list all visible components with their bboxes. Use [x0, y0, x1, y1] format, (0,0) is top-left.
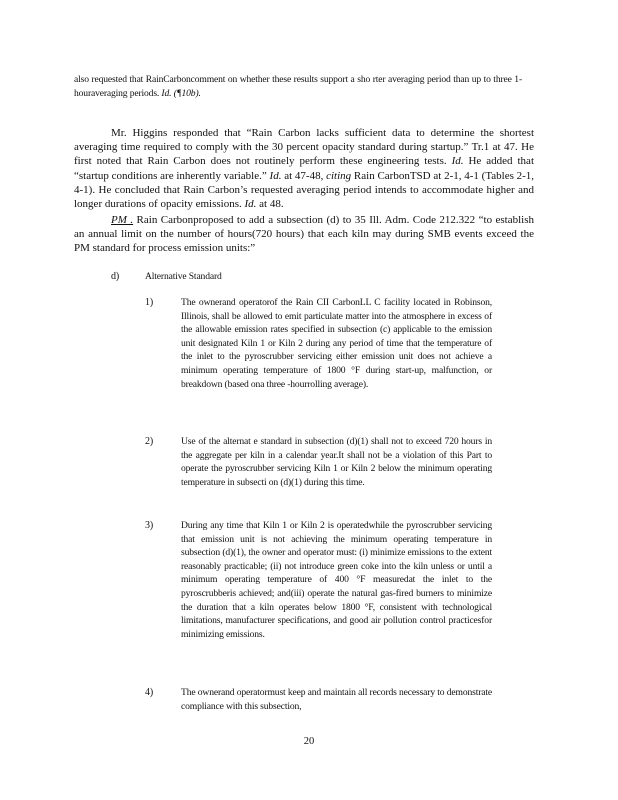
- paragraph-2-text-a: Mr. Higgins responded that “Rain Carbon lacks sufficient data to determine the shortest averaging time required to comply with the 30 percent opacity standard during startup.” Tr.1 at 47. He first noted that Rain Carbon does not routinely perform these engineering tests.: [74, 127, 534, 168]
- subsection-label: d): [111, 271, 120, 282]
- paragraph-2-id-1: Id.: [451, 155, 464, 168]
- paragraph-2-text-c: at 47-48,: [284, 169, 324, 182]
- item-text: Use of the alternat e standard in subsection (d)(1) shall not to exceed 720 hours in the aggregate per kiln in a calendar year.It shall not be a violation of this Part to operate the pyroscrubber servicing Kiln 1 or Kiln 2 below the minimum operating temperature in subsecti on (d)(1) during this time.: [181, 436, 492, 488]
- paragraph-1-citation: Id. (¶10b).: [161, 87, 201, 99]
- item-number: 2): [145, 436, 154, 447]
- paragraph-3-text: Rain Carbonproposed to add a subsection (d) to 35 Ill. Adm. Code 212.322 “to establish an annual limit on the number of hours(720 hours) that each kiln may during SMB events exceed the PM standard for process emission units:”: [74, 214, 535, 255]
- paragraph-2-text-b: He added that “startup conditions are inherently variable.”: [74, 155, 534, 182]
- paragraph-2-id-3: Id.: [244, 198, 257, 211]
- page-number: 20: [303, 736, 315, 747]
- paragraph-2-id-2: Id.: [269, 169, 282, 182]
- item-text: The ownerand operatormust keep and maintain all records necessary to demonstrate compliance with this subsection,: [181, 687, 492, 712]
- paragraph-2-citing: citing: [326, 169, 352, 182]
- paragraph-1-text: also requested that RainCarboncomment on whether these results support a sho rter averaging period than up to three 1-houraveraging periods.: [74, 74, 522, 99]
- paragraph-2-text-e: at 48.: [259, 198, 284, 211]
- item-text: The ownerand operatorof the Rain CII CarbonLL C facility located in Robinson, Illinois, shall be allowed to emit particulate matter into the atmosphere in excess of the allowable emission rates specified in subsection (c) applicable to the emission unit designated Kiln 1 or Kiln 2 during any period of time that the temperature of the inlet to the pyroscrubber servicing either emission unit does not achieve a minimum operating temperature of 1800 °F during start-up, malfunction, or breakdown (based ona three -hourrolling average).: [181, 297, 492, 390]
- paragraph-2: [74, 126, 534, 211]
- item-number: 1): [145, 297, 154, 308]
- paragraph-3: [74, 213, 534, 256]
- item-text: During any time that Kiln 1 or Kiln 2 is operatedwhile the pyroscrubber servicing that emission unit is not achieving the minimum operating temperature in subsection (d)(1), the owner and operator must: (i) minimize emissions to the extent reasonably practicable; (ii) not introduce green coke into the kiln unless or until a minimum operating temperature of 400 °F measuredat the inlet to the pyroscrubberis achieved; and(iii) operate the natural gas-fired burners to minimize the duration that a kiln operates below 1800 °F, consistent with technological limitations, manufacturer specifications, and good air pollution control practicesfor minimizing emissions.: [181, 520, 492, 640]
- subsection-title: Alternative Standard: [145, 271, 222, 282]
- pm-heading: PM .: [111, 214, 134, 226]
- item-number: 3): [145, 520, 154, 531]
- item-number: 4): [145, 687, 154, 698]
- paragraph-2-text-d: Rain CarbonTSD at 2-1, 4-1 (Tables 2-1, 4-1). He concluded that Rain Carbon’s requested averaging period intends to accommodate higher and longer durations of opacity emissions.: [74, 169, 535, 211]
- paragraph-1: [74, 73, 522, 100]
